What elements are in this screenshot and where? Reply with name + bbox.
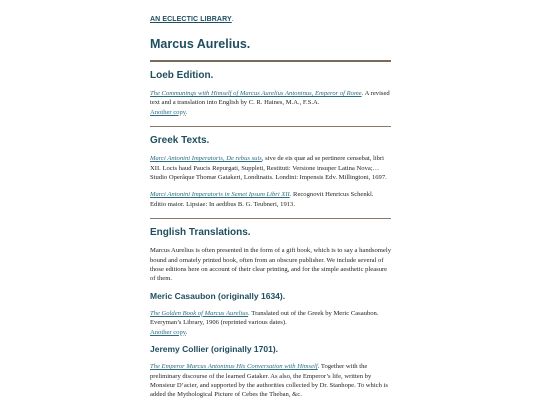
- collier-entry: [150, 362, 391, 400]
- loeb-title-link[interactable]: The Communings with Himself of Marcus Aurelius Antoninus, Emperor of Rome: [150, 90, 362, 97]
- english-heading: English Translations.: [150, 227, 251, 239]
- page-title: Marcus Aurelius.: [150, 37, 251, 51]
- collier-entry-text: . Together with the preliminary discourse of the learned Gataker. As also, the Emperor’s life, written by Monsieur D’acier, and supported by the authorities collected by Dr. Stanhope. To which is added the Mythological Picture of Cebes the Theban, &c.: [150, 363, 388, 399]
- english-intro: Marcus Aurelius is often presented in the form of a gift book, which is to say a handsomely bound and ornately printed book, often from an obscure publisher. We include several of those editions here on account of their clear printing, and for the simple aesthetic pleasure of them.: [150, 247, 391, 283]
- casaubon-another-copy-period: .: [185, 328, 188, 336]
- english-section: [150, 227, 391, 399]
- title-divider: [150, 60, 391, 62]
- greek-entry-2-title-link[interactable]: Marci Antonini Imperatoris in Semet Ipsum Libri XII: [150, 191, 290, 199]
- greek-divider: [150, 218, 391, 219]
- casaubon-entry-text: . Translated out of the Greek by Meric Casaubon. Everyman’s Library, 1906 (reprinted various dates).: [150, 309, 379, 327]
- page-content: [150, 8, 391, 400]
- greek-entry-1-text: , sive de eis quæ ad se pertinere censebat, libri XII. Locis haud Paucis Repurgati, Suppleti, Restituti: Versione insuper Latina Nova;… Studio Operâque Thomæ Gatakeri, Londinatis. Londini: Impensis Edv. Millingtoni, 1697.: [150, 155, 387, 182]
- collier-heading: Jeremy Collier (originally 1701).: [150, 344, 279, 355]
- casaubon-title-link[interactable]: The Golden Book of Marcus Aurelius: [150, 309, 249, 317]
- site-home-link[interactable]: AN ECLECTIC LIBRARY: [150, 16, 232, 23]
- casaubon-entry: [150, 309, 391, 337]
- greek-entry-1-title-link[interactable]: Marci Antonini Imperatoris, De rebus suis: [150, 155, 262, 163]
- greek-heading: Greek Texts.: [150, 135, 210, 147]
- loeb-section: [150, 70, 391, 117]
- loeb-another-copy-period: .: [185, 108, 188, 116]
- loeb-divider: [150, 126, 391, 127]
- loeb-heading: Loeb Edition.: [150, 70, 214, 81]
- greek-entry-2: [150, 190, 391, 209]
- loeb-entry-text: . A revised text and a translation into English by C. R. Haines, M.A., F.S.A.: [150, 90, 390, 107]
- collier-title-link[interactable]: The Emperor Marcus Antoninus His Conversation with Himself: [150, 363, 318, 371]
- greek-section: [150, 135, 391, 209]
- greek-entry-2-text: . Recognovit Henricus Schenkl. Editio maior. Lipsiae: In aedibus B. G. Teubneri, 1913.: [150, 191, 374, 208]
- site-link-period: .: [231, 16, 234, 23]
- greek-entry-1: [150, 154, 391, 182]
- casaubon-heading: Meric Casaubon (originally 1634).: [150, 290, 286, 301]
- loeb-another-copy-link[interactable]: Another copy: [150, 108, 186, 116]
- casaubon-another-copy-link[interactable]: Another copy: [150, 328, 186, 336]
- loeb-entry: [150, 89, 391, 117]
- site-header: [150, 8, 391, 26]
